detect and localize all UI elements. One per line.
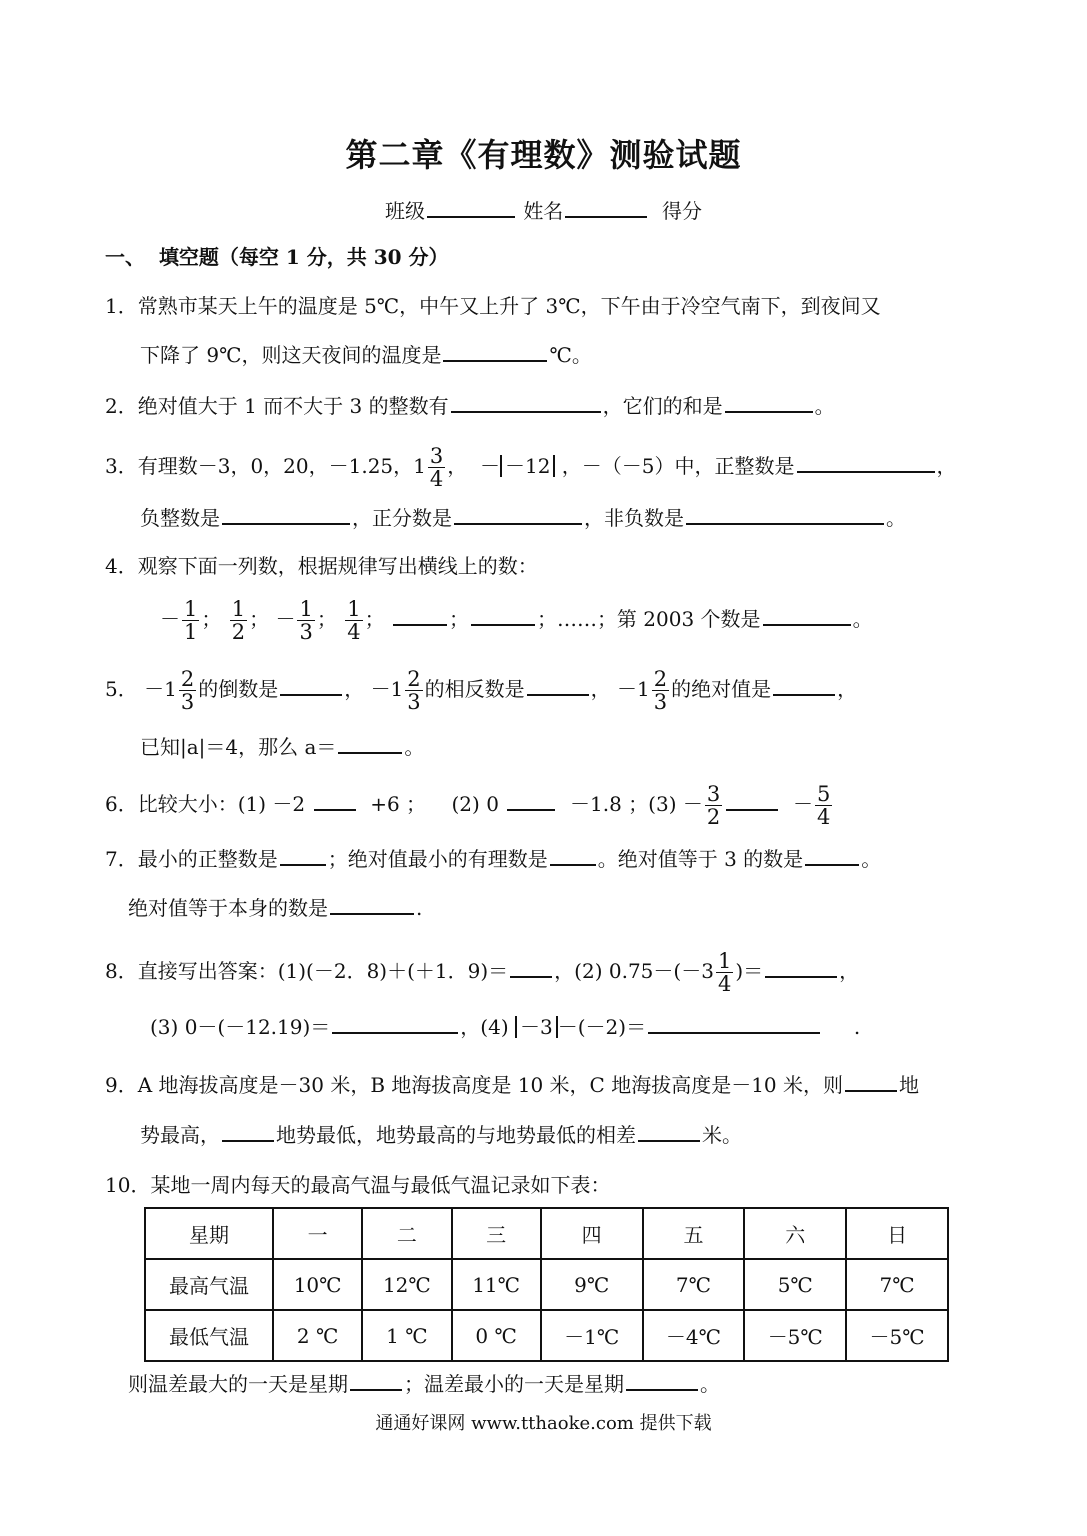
question-text: ；温差最小的一天是星期 [404,1372,624,1396]
question-8-line-2 [150,1013,860,1041]
question-3-line-2 [140,504,906,532]
answer-blank[interactable] [314,791,356,811]
fraction-numerator: 2 [407,667,421,691]
question-9-line-2 [140,1121,742,1149]
answer-blank[interactable] [648,1014,820,1034]
table-header-row [145,1208,948,1259]
table-cell: 2 ℃ [273,1310,362,1361]
table-cell: 10℃ [273,1259,362,1310]
expression: －(－2)＝ [557,1015,647,1039]
fraction-numerator: 3 [429,444,444,468]
fraction-denominator: 4 [347,620,361,644]
separator: ； [536,607,557,631]
fraction-numerator: 1 [231,597,246,621]
answer-blank[interactable] [797,453,935,473]
class-blank[interactable] [427,198,515,218]
question-number: 5． [105,677,138,701]
answer-blank[interactable] [338,734,402,754]
section-number: 一、 [105,245,145,269]
question-text: ……；第 2003 个数是 [556,607,761,631]
fraction-denominator: 3 [180,690,195,714]
table-cell: 最高气温 [145,1259,273,1310]
section-heading [105,243,449,271]
question-text: 势最高， [140,1123,220,1147]
minus-sign: － [275,607,296,631]
fraction [716,950,733,995]
answer-blank[interactable] [507,791,555,811]
question-text: 则温差最大的一天是星期 [128,1372,348,1396]
question-text: ，－（－5）中，正整数是 [561,454,795,478]
answer-blank[interactable] [765,958,837,978]
table-cell: 12℃ [362,1259,451,1310]
question-1-line-1: 1．常熟市某天上午的温度是 5℃，中午又上升了 3℃，下午由于冷空气南下，到夜间又 [105,294,881,318]
table-cell: 四 [541,1208,643,1259]
table-cell: －5℃ [744,1310,846,1361]
fraction-numerator: 5 [816,782,831,806]
answer-blank[interactable] [638,1122,700,1142]
question-text: ， [344,677,365,701]
question-text: ，正分数是 [352,506,452,530]
fraction-denominator: 4 [816,805,831,829]
table-cell: －5℃ [846,1310,948,1361]
fraction [705,783,722,828]
absolute-value: －12 [500,455,555,477]
question-text: 。 [404,735,425,759]
table-cell: 五 [643,1208,745,1259]
question-text: 的相反数是 [424,677,525,701]
table-cell: －4℃ [643,1310,745,1361]
question-text: ， [447,454,468,478]
question-9-line-1 [105,1071,919,1099]
question-text: +6 ； [370,792,427,816]
answer-blank[interactable] [725,393,813,413]
answer-blank[interactable] [222,1122,274,1142]
question-text: 已知|a|＝4，那么 a＝ [140,735,337,759]
answer-blank[interactable] [280,676,342,696]
question-text: ， [936,454,957,478]
separator: ； [364,607,385,631]
question-text: 。 [700,1372,720,1396]
question-text: ，(4) [460,1015,509,1039]
question-10-line-2 [128,1370,720,1398]
expression: 0.75－(－3 [608,959,714,983]
fraction [652,668,669,713]
question-text: 3．有理数－3，0，20，－1.25， [105,454,414,478]
fraction-numerator: 1 [184,597,198,621]
fraction-numerator: 1 [717,949,732,973]
answer-blank[interactable] [454,505,582,525]
answer-blank[interactable] [350,1371,402,1391]
table-cell: 11℃ [452,1259,541,1310]
question-5-line-2 [140,733,424,761]
answer-blank[interactable] [222,505,350,525]
answer-blank[interactable] [773,676,835,696]
fraction-denominator: 4 [429,467,444,491]
answer-blank[interactable] [451,393,601,413]
question-text: 的倒数是 [198,677,279,701]
question-text: (2) 0 [451,792,499,816]
fraction-denominator: 3 [653,690,668,714]
table-cell: 9℃ [541,1259,643,1310]
fraction [297,598,314,643]
mixed-whole: 1 [413,454,426,478]
question-7-line-2 [128,894,422,922]
fraction-numerator: 1 [299,597,313,621]
fraction [815,783,832,828]
question-text: 。 [861,847,882,871]
question-4-line-1: 4．观察下面一列数，根据规律写出横线上的数： [105,554,538,578]
answer-blank[interactable] [845,1072,897,1092]
question-text: 6．比较大小：(1) －2 [105,792,306,816]
question-text: 7．最小的正整数是 [105,847,278,871]
minus-sign: － [792,792,813,816]
question-text: . [416,896,423,920]
answer-blank[interactable] [280,846,326,866]
separator: ； [316,607,337,631]
question-text: 9．A 地海拔高度是－30 米，B 地海拔高度是 10 米，C 地海拔高度是－10 米，则 [105,1073,844,1097]
fraction-denominator: 3 [299,620,313,644]
question-3-line-1 [105,445,957,490]
question-7-line-1 [105,845,881,873]
fraction [230,598,247,643]
question-text: ；绝对值最小的有理数是 [327,847,548,871]
table-cell: 日 [846,1208,948,1259]
expression: )＝ [735,959,764,983]
question-text: 8．直接写出答案：(1)(－2．8)＋(＋1．9)＝ [105,959,509,983]
question-text: 。 [814,394,835,418]
question-text: ，它们的和是 [602,394,723,418]
fraction-numerator: 3 [706,782,721,806]
question-text: 绝对值等于本身的数是 [128,896,328,920]
table-cell: －1℃ [541,1310,643,1361]
separator: ； [448,607,469,631]
fraction [182,598,199,643]
name-label: 姓名 [523,199,564,223]
fraction [405,668,422,713]
table-cell: 0 ℃ [452,1310,541,1361]
answer-blank[interactable] [805,846,859,866]
table-cell: 最低气温 [145,1310,273,1361]
question-8-line-1 [105,950,859,995]
question-1-line-2 [140,341,592,369]
fraction-denominator: 2 [706,805,721,829]
fraction [179,668,196,713]
question-text: 。 [886,506,906,530]
question-text: . [853,1015,861,1039]
question-2 [105,392,835,420]
question-text: ℃。 [549,343,592,367]
separator: ； [249,607,270,631]
question-text: ， [837,677,858,701]
table-cell: 六 [744,1208,846,1259]
question-text: 2．绝对值大于 1 而不大于 3 的整数有 [105,394,449,418]
fraction-numerator: 2 [653,667,668,691]
student-info-line [0,195,1087,224]
question-text: (3) [150,1015,179,1039]
fraction-denominator: 2 [231,620,246,644]
mixed-whole: －1 [617,677,650,701]
question-text: 的绝对值是 [671,677,772,701]
minus-sign: － [160,607,180,631]
table-cell: 5℃ [744,1259,846,1310]
question-6 [105,783,834,828]
question-text: ，(2) [554,959,603,983]
answer-blank[interactable] [726,791,778,811]
question-text: 地势最低，地势最高的与地势最低的相差 [276,1123,636,1147]
question-text: －1.8 ；(3) － [570,792,703,816]
fraction [428,445,445,490]
fraction [345,598,362,643]
question-text: 负整数是 [140,506,220,530]
question-text: ，非负数是 [584,506,684,530]
answer-blank[interactable] [527,676,589,696]
table-cell: 1 ℃ [362,1310,451,1361]
question-text: ， [839,959,860,983]
page-title: 第二章《有理数》测验试题 [345,136,742,174]
answer-blank[interactable] [393,606,447,626]
table-cell: 星期 [145,1208,273,1259]
answer-blank[interactable] [330,895,414,915]
table-row [145,1310,948,1361]
table-cell: 7℃ [846,1259,948,1310]
table-cell: 三 [452,1208,541,1259]
question-10-line-1: 10．某地一周内每天的最高气温与最低气温记录如下表： [105,1173,611,1197]
minus-sign: － [479,454,500,478]
expression: 0－(－12.19)＝ [184,1015,331,1039]
answer-blank[interactable] [332,1014,458,1034]
answer-blank[interactable] [550,846,596,866]
mixed-whole: －1 [144,677,177,701]
answer-blank[interactable] [763,606,851,626]
question-text: 。绝对值等于 3 的数是 [597,847,804,871]
question-text: 。 [852,607,873,631]
fraction-denominator: 4 [717,972,732,996]
absolute-value: －3 [515,1016,558,1038]
separator: ； [201,607,222,631]
name-blank[interactable] [565,198,647,218]
question-text: 地 [899,1073,920,1097]
fraction-numerator: 2 [180,667,195,691]
question-text: 米。 [702,1123,742,1147]
question-4-sequence [160,598,873,643]
fraction-numerator: 1 [347,597,361,621]
answer-blank[interactable] [471,606,535,626]
answer-blank[interactable] [626,1371,698,1391]
fraction-denominator: 1 [184,620,198,644]
answer-blank[interactable] [686,505,884,525]
question-5-line-1 [105,668,857,713]
class-label: 班级 [384,199,425,223]
score-label: 得分 [662,199,703,223]
table-cell: 一 [273,1208,362,1259]
question-text: ， [590,677,611,701]
temperature-table [144,1207,949,1362]
table-cell: 7℃ [643,1259,745,1310]
answer-blank[interactable] [443,342,547,362]
footer-credit: 通通好课网 www.tthaoke.com 提供下载 [375,1413,712,1434]
answer-blank[interactable] [510,958,552,978]
mixed-whole: －1 [370,677,404,701]
table-row [145,1259,948,1310]
question-text: 下降了 9℃，则这天夜间的温度是 [140,343,442,367]
table-cell: 二 [362,1208,451,1259]
fraction-denominator: 3 [407,690,421,714]
section-title: 填空题（每空 1 分，共 30 分） [158,245,449,269]
